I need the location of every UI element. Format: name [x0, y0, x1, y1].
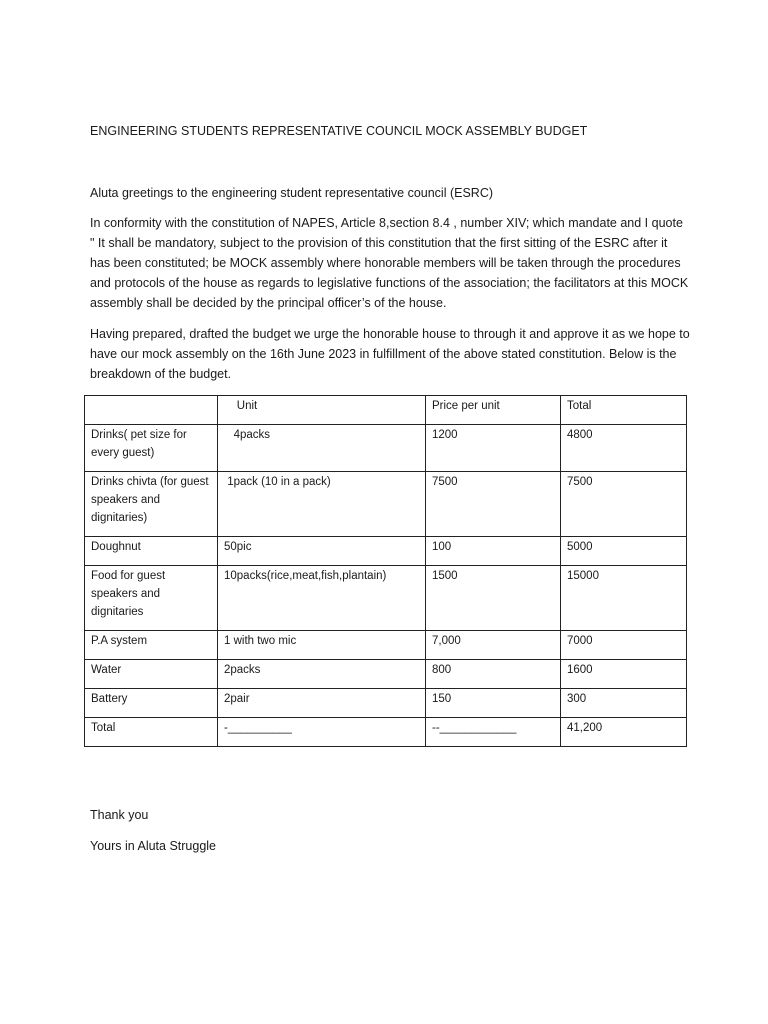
cell-unit: -__________ [218, 718, 426, 747]
cell-price: 800 [426, 660, 561, 689]
closing-signoff: Yours in Aluta Struggle [90, 839, 217, 853]
cell-total: 1600 [561, 660, 687, 689]
document-title: ENGINEERING STUDENTS REPRESENTATIVE COUNCIL MOCK ASSEMBLY BUDGET [90, 124, 588, 138]
cell-unit: 1pack (10 in a pack) [218, 472, 426, 537]
cell-unit: 2packs [218, 660, 426, 689]
header-total: Total [561, 396, 687, 425]
closing-thanks: Thank you [90, 808, 149, 822]
greeting-paragraph: Aluta greetings to the engineering student representative council (ESRC) [90, 186, 494, 200]
budget-intro-paragraph: Having prepared, drafted the budget we urge the honorable house to through it and approve it as we hope to have our mock assembly on the 16th June 2023 in fulfillment of the above stated constitution. Below is the breakdown of the budget. [90, 327, 690, 381]
cell-price: 7,000 [426, 631, 561, 660]
cell-total: 7500 [561, 472, 687, 537]
cell-price: 100 [426, 537, 561, 566]
constitution-paragraph: In conformity with the constitution of NAPES, Article 8,section 8.4 , number XIV; which mandate and I quote " It shall be mandatory, subject to the provision of this constitution that the first sitting of the ESRC after it has been constituted; be MOCK assembly where honorable members will be taken through the procedures and protocols of the house as regards to legislative functions of the association; the facilitators at this MOCK assembly shall be decided by the principal officer’s of the house. [90, 216, 689, 310]
table-row [85, 472, 687, 537]
cell-price: 1200 [426, 425, 561, 472]
cell-item: Food for guest speakers and dignitaries [85, 566, 218, 631]
table-row [85, 718, 687, 747]
cell-total: 5000 [561, 537, 687, 566]
cell-total: 300 [561, 689, 687, 718]
header-price: Price per unit [426, 396, 561, 425]
cell-price: 7500 [426, 472, 561, 537]
cell-unit: 1 with two mic [218, 631, 426, 660]
table-row [85, 425, 687, 472]
cell-item: Battery [85, 689, 218, 718]
cell-unit: 10packs(rice,meat,fish,plantain) [218, 566, 426, 631]
cell-item: Water [85, 660, 218, 689]
budget-table [84, 395, 687, 747]
table-row [85, 660, 687, 689]
cell-unit: 50pic [218, 537, 426, 566]
cell-unit: 2pair [218, 689, 426, 718]
table-header-row [85, 396, 687, 425]
table-row [85, 631, 687, 660]
cell-item: Drinks chivta (for guest speakers and dignitaries) [85, 472, 218, 537]
table-row [85, 537, 687, 566]
cell-item: Drinks( pet size for every guest) [85, 425, 218, 472]
cell-total: 41,200 [561, 718, 687, 747]
table-row [85, 689, 687, 718]
header-item [85, 396, 218, 425]
cell-item: Doughnut [85, 537, 218, 566]
cell-item: P.A system [85, 631, 218, 660]
cell-price: 1500 [426, 566, 561, 631]
table-row [85, 566, 687, 631]
cell-unit: 4packs [218, 425, 426, 472]
cell-total: 15000 [561, 566, 687, 631]
header-unit: Unit [218, 396, 426, 425]
cell-price: --____________ [426, 718, 561, 747]
cell-item: Total [85, 718, 218, 747]
cell-total: 4800 [561, 425, 687, 472]
cell-total: 7000 [561, 631, 687, 660]
cell-price: 150 [426, 689, 561, 718]
